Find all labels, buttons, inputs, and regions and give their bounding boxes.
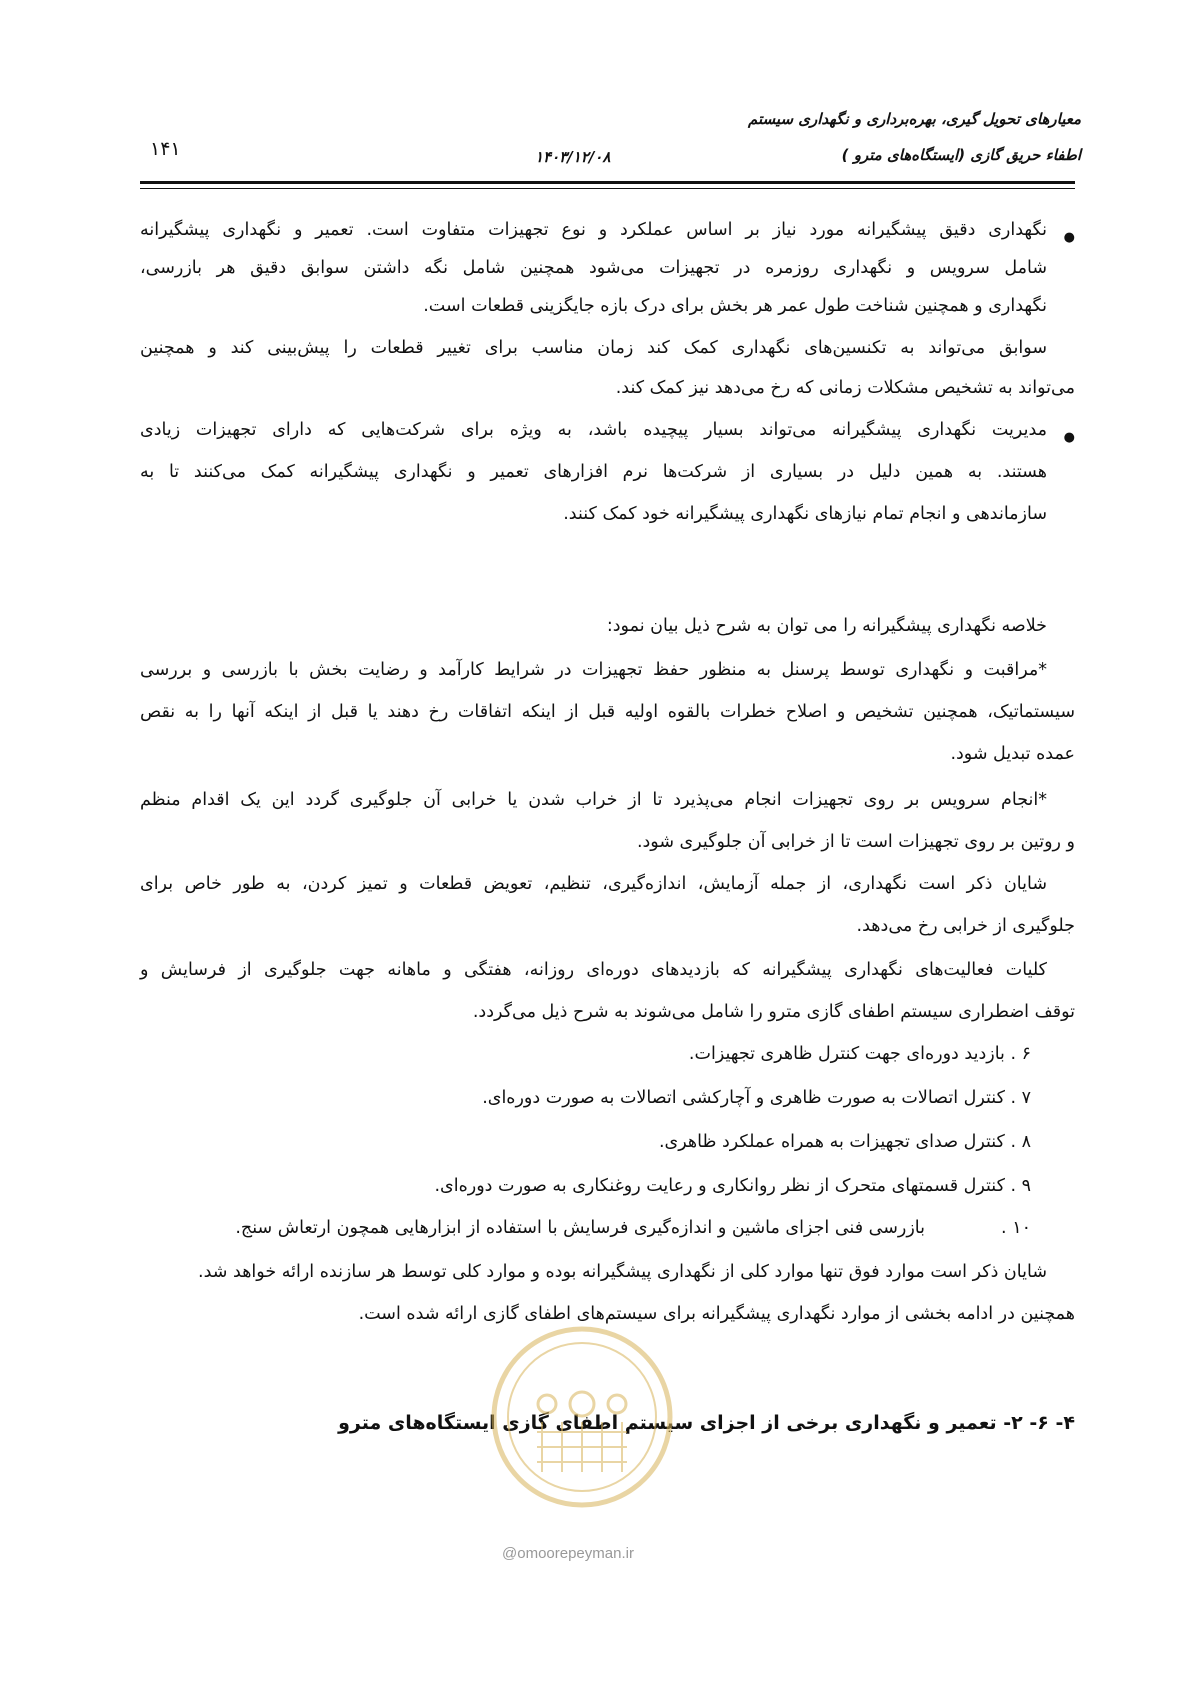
paragraph-line: سوابق می‌تواند به تکنسین‌های نگهداری کمک کند زمان مناسب برای تغییر قطعات را پیش‌بینی کند و همچنین <box>140 338 1047 358</box>
bullet-icon: ● <box>1063 430 1075 445</box>
header-title-line1: معیارهای تحویل گیری، بهره‌برداری و نگهداری سیستم <box>748 110 1081 128</box>
bullet2-line: سازماندهی و انجام تمام نیازهای نگهداری پیشگیرانه خود کمک کنند. <box>563 504 1047 524</box>
bullet2-line: هستند. به همین دلیل در بسیاری از شرکت‌ها نرم افزارهای تعمیر و نگهداری پیشگیرانه کمک می‌کنند تا به <box>140 462 1047 482</box>
bullet2-line: مدیریت نگهداری پیشگیرانه می‌تواند بسیار پیچیده باشد، به ویژه برای شرکت‌هایی که دارای تجهیزات زیادی <box>140 420 1047 440</box>
watermark-site: @omoorepeyman.ir <box>502 1545 634 1562</box>
header-title-line2: اطفاء حریق گازی (ایستگاه‌های مترو ) <box>841 146 1081 164</box>
paragraph-line: می‌تواند به تشخیص مشکلات زمانی که رخ می‌دهد نیز کمک کند. <box>615 378 1075 398</box>
list-item: ۶ . بازدید دوره‌ای جهت کنترل ظاهری تجهیزات. <box>688 1044 1031 1064</box>
header-rule-thick <box>140 181 1075 184</box>
paragraph-line: شایان ذکر است نگهداری، از جمله آزمایش، اندازه‌گیری، تنظیم، تعویض قطعات و تمیز کردن، به طور خاص برای <box>140 874 1047 894</box>
summary-intro: خلاصه نگهداری پیشگیرانه را می توان به شرح ذیل بیان نمود: <box>606 616 1047 636</box>
list-item: ۹ . کنترل قسمتهای متحرک از نظر روانکاری و رعایت روغنکاری به صورت دوره‌ای. <box>434 1176 1031 1196</box>
paragraph-line: همچنین در ادامه بخشی از موارد نگهداری پیشگیرانه برای سیستم‌های اطفای گازی ارائه شده است. <box>358 1304 1075 1324</box>
watermark-seal-icon <box>487 1322 677 1512</box>
list-item-number: ۱۰ . <box>1001 1218 1031 1238</box>
paragraph-line: شایان ذکر است موارد فوق تنها موارد کلی از نگهداری پیشگیرانه بوده و موارد کلی توسط هر سازنده ارائه خواهد شد. <box>198 1262 1047 1282</box>
section-heading: ۴- ۶- ۲- تعمیر و نگهداری برخی از اجزای سیستم اطفای گازی ایستگاه‌های مترو <box>338 1412 1075 1434</box>
header-date: ۱۴۰۳/۱۲/۰۸ <box>535 148 611 166</box>
list-item: ۷ . کنترل اتصالات به صورت ظاهری و آچارکشی اتصالات به صورت دوره‌ای. <box>482 1088 1031 1108</box>
paragraph-line: توقف اضطراری سیستم اطفای گازی مترو را شامل می‌شوند به شرح ذیل می‌گردد. <box>472 1002 1075 1022</box>
bullet-icon: ● <box>1063 230 1075 245</box>
list-item: ۸ . کنترل صدای تجهیزات به همراه عملکرد ظاهری. <box>658 1132 1031 1152</box>
bullet1-line: نگهداری و همچنین شناخت طول عمر هر بخش برای درک بازه جایگزینی قطعات است. <box>423 296 1047 316</box>
list-item: بازرسی فنی اجزای ماشین و اندازه‌گیری فرسایش با استفاده از ابزارهایی همچون ارتعاش سنج. <box>235 1218 925 1238</box>
page-number: ۱۴۱ <box>150 138 181 160</box>
paragraph-line: سیستماتیک، همچنین تشخیص و اصلاح خطرات بالقوه اولیه قبل از اینکه اتفاقات رخ دهند یا قبل از اینکه آنها را به نقص <box>140 702 1075 722</box>
paragraph-line: کلیات فعالیت‌های نگهداری پیشگیرانه که بازدیدهای دوره‌ای روزانه، هفتگی و ماهانه جهت جلوگیری از فرسایش و <box>140 960 1047 980</box>
bullet1-line: نگهداری دقیق پیشگیرانه مورد نیاز بر اساس عملکرد و نوع تجهیزات متفاوت است. تعمیر و نگهداری پیشگیرانه <box>140 220 1047 240</box>
header-rule-thin <box>140 188 1075 189</box>
paragraph-line: جلوگیری از خرابی رخ می‌دهد. <box>856 916 1075 936</box>
paragraph-line: و روتین بر روی تجهیزات است تا از خرابی آن جلوگیری شود. <box>636 832 1075 852</box>
bullet1-line: شامل سرویس و نگهداری روزمره در تجهیزات می‌شود همچنین شامل نگه داشتن سوابق دقیق هر بازرسی، <box>140 258 1047 278</box>
paragraph-line: *مراقبت و نگهداری توسط پرسنل به منظور حفظ تجهیزات در شرایط کارآمد و رضایت بخش با بازرسی و بررسی <box>140 660 1047 680</box>
paragraph-line: *انجام سرویس بر روی تجهیزات انجام می‌پذیرد تا از خراب شدن یا خرابی آن جلوگیری گردد این یک اقدام منظم <box>140 790 1047 810</box>
paragraph-line: عمده تبدیل شود. <box>950 744 1075 764</box>
